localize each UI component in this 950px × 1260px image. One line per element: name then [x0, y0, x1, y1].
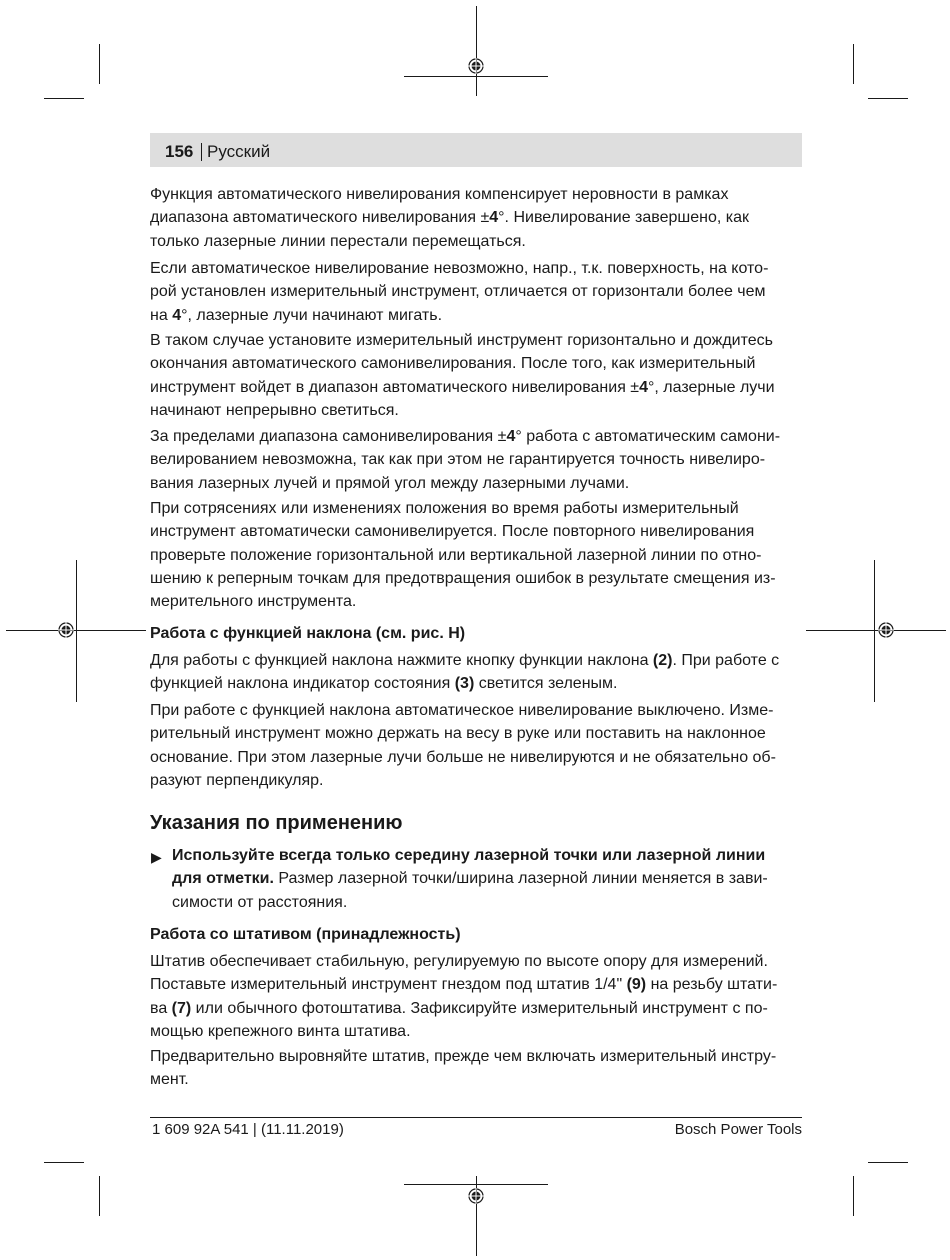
header-divider [201, 143, 202, 161]
text-line: велированием невозможна, так как при этом не гарантируется точность нивелиро- [150, 451, 766, 469]
text-line [150, 649, 810, 672]
crop-mark [476, 6, 477, 96]
text-line [150, 997, 810, 1020]
registration-target-icon [468, 58, 484, 74]
text-line [150, 304, 810, 327]
bold-ref: (9) [626, 976, 647, 994]
text-line: Если автоматическое нивелирование невозможно, напр., т.к. поверхность, на кото- [150, 260, 769, 277]
bullet-item [172, 844, 832, 914]
crop-mark [99, 1176, 100, 1216]
text-line: начинают непрерывно светиться. [150, 401, 399, 419]
section-heading: Указания по применению [150, 812, 403, 834]
text-run: °, лазерные лучи начинают мигать. [181, 306, 443, 324]
text-run: диапазона автоматического нивелирования ± [150, 209, 490, 227]
crop-mark [76, 560, 77, 702]
header-language: Русский [207, 142, 271, 161]
crop-mark [44, 98, 84, 99]
bold-value: 4 [489, 209, 499, 227]
bold-ref: (7) [171, 999, 192, 1017]
text-line: Штатив обеспечивает стабильную, регулируемую по высоте опору для измерений. [150, 953, 768, 970]
text-run: Поставьте измерительный инструмент гнездом под штатив 1/4" [150, 976, 627, 994]
bold-value: 4 [506, 428, 516, 445]
registration-target-icon [468, 1188, 484, 1204]
crop-mark [868, 1162, 908, 1163]
registration-target-icon [58, 622, 74, 638]
text-line [150, 425, 810, 448]
text-line [150, 973, 810, 996]
text-run: ва [150, 999, 172, 1017]
paragraph [150, 257, 810, 327]
crop-mark [6, 630, 146, 631]
text-run: . При работе с [672, 652, 780, 669]
text-line: вания лазерных лучей и прямой угол между лазерными лучами. [150, 474, 630, 492]
text-run: на [150, 306, 173, 324]
text-line: проверьте положение горизонтальной или вертикальной лазерной линии по отно- [150, 546, 762, 564]
bold-value: 4 [172, 306, 182, 324]
text-line [150, 206, 810, 229]
paragraph [150, 497, 810, 613]
paragraph [150, 950, 810, 1043]
paragraph [150, 649, 810, 696]
paragraph [150, 425, 810, 495]
subheading: Работа со штативом (принадлежность) [150, 926, 461, 943]
text-run: Размер лазерной точки/ширина лазерной линии меняется в зави- [273, 870, 768, 888]
bold-text: Используйте всегда только середину лазерной точки или лазерной линии [172, 847, 766, 864]
text-run: инструмент войдет в диапазон автоматического нивелирования ± [150, 378, 640, 396]
text-run: °. Нивелирование завершено, как [498, 209, 749, 227]
crop-mark [853, 44, 854, 84]
text-line [172, 867, 832, 890]
paragraph [150, 183, 810, 253]
text-line: симости от расстояния. [172, 893, 348, 911]
text-run: или обычного фотоштатива. Зафиксируйте измерительный инструмент с по- [191, 999, 768, 1017]
text-line [150, 376, 810, 399]
text-run: на резьбу штати- [646, 976, 778, 994]
crop-mark [404, 76, 548, 77]
text-line: При сотрясениях или изменениях положения во время работы измерительный [150, 500, 739, 517]
bold-text: для отметки. [172, 870, 274, 888]
text-line: Предварительно выровняйте штатив, прежде чем включать измерительный инстру- [150, 1048, 777, 1065]
subheading: Работа с функцией наклона (см. рис. H) [150, 625, 466, 642]
crop-mark [44, 1162, 84, 1163]
text-line: шению к реперным точкам для предотвращения ошибок в результате смещения из- [150, 569, 776, 587]
text-line: основание. При этом лазерные лучи больше не нивелируются и не обязательно об- [150, 748, 776, 766]
text-line: При работе с функцией наклона автоматическое нивелирование выключено. Изме- [150, 702, 774, 719]
text-run: Для работы с функцией наклона нажмите кнопку функции наклона [150, 652, 653, 669]
footer-rule [150, 1117, 802, 1118]
crop-mark [853, 1176, 854, 1216]
text-line [150, 672, 810, 695]
bold-ref: (3) [454, 675, 475, 693]
footer-brand: Bosch Power Tools [674, 1121, 802, 1138]
text-line: рой установлен измерительный инструмент, отличается от горизонтали более чем [150, 283, 766, 301]
text-line [172, 844, 832, 867]
page-number: 156 [165, 142, 194, 161]
crop-mark [806, 630, 946, 631]
text-line: мощью крепежного винта штатива. [150, 1022, 411, 1040]
crop-mark [868, 98, 908, 99]
crop-mark [99, 44, 100, 84]
text-line: В таком случае установите измерительный инструмент горизонтально и дождитесь [150, 332, 773, 349]
text-run: ° работа с автоматическим самони- [515, 428, 781, 445]
registration-target-icon [878, 622, 894, 638]
text-run: функцией наклона индикатор состояния [150, 675, 455, 693]
text-line: мерительного инструмента. [150, 593, 357, 611]
text-line: окончания автоматического самонивелирования. После того, как измерительный [150, 355, 756, 373]
bullet-arrow-icon: ▶ [151, 849, 162, 865]
bold-value: 4 [639, 378, 648, 396]
text-run: °, лазерные лучи [647, 378, 775, 396]
crop-mark [874, 560, 875, 702]
text-line: мент. [150, 1071, 189, 1089]
text-line: Функция автоматического нивелирования компенсирует неровности в рамках [150, 186, 729, 203]
crop-mark [404, 1184, 548, 1185]
bold-ref: (2) [652, 652, 673, 669]
footer-doc-number: 1 609 92A 541 | (11.11.2019) [152, 1121, 344, 1138]
text-line: разуют перпендикуляр. [150, 771, 324, 789]
text-line: только лазерные линии перестали перемещаться. [150, 232, 526, 250]
paragraph [150, 1045, 810, 1092]
paragraph [150, 699, 810, 792]
text-run: За пределами диапазона самонивелирования ± [150, 428, 507, 445]
text-line: рительный инструмент можно держать на весу в руке или поставить на наклонное [150, 725, 766, 743]
text-line: инструмент автоматически самонивелируется. После повторного нивелирования [150, 523, 755, 541]
text-run: светится зеленым. [474, 675, 618, 693]
paragraph [150, 329, 810, 422]
